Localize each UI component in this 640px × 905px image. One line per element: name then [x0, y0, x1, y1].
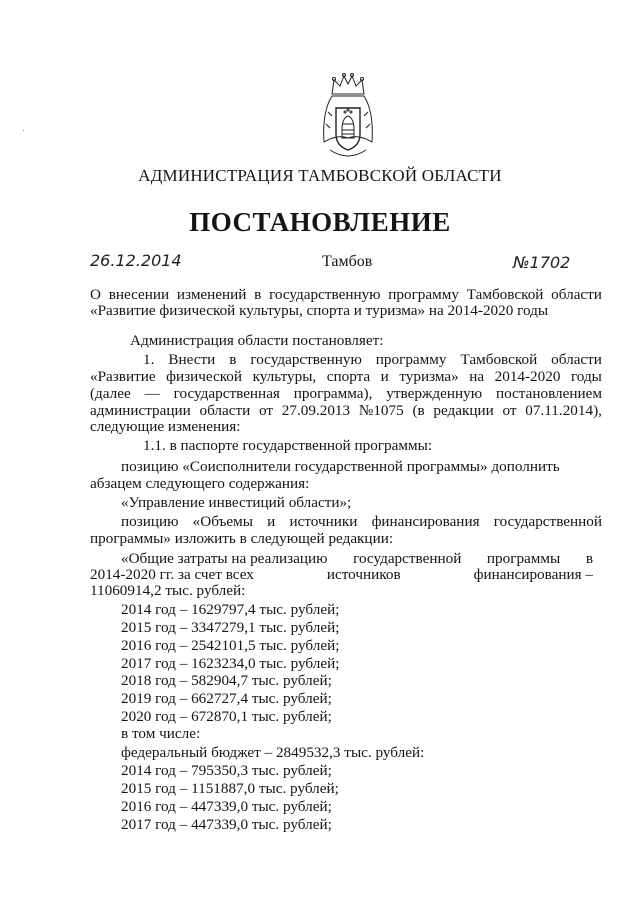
document-date: 26.12.2014 — [90, 251, 182, 270]
costs-total: 11060914,2 тыс. рублей: — [90, 582, 246, 599]
item1-line-1: 1. Внести в государственную программу Тамбовской области — [143, 351, 602, 368]
federal-year-row: 2017 год – 447339,0 тыс. рублей; — [121, 816, 332, 833]
document-type-title: ПОСТАНОВЛЕНИЕ — [189, 207, 451, 237]
position2-line-2: программы» изложить в следующей редакции: — [90, 530, 394, 547]
position2-line-1: позицию «Объемы и источники финансирования государственной — [121, 513, 602, 530]
position1-line-1: позицию «Соисполнители государственной программы» дополнить — [121, 458, 560, 475]
year-row: 2016 год – 2542101,5 тыс. рублей; — [121, 637, 340, 654]
preamble: Администрация области постановляет: — [130, 332, 384, 349]
federal-year-row: 2016 год – 447339,0 тыс. рублей; — [121, 798, 332, 815]
position1-line-3: «Управление инвестиций области»; — [121, 494, 352, 511]
subject-line-2: «Развитие физической культуры, спорта и туризма» на 2014-2020 годы — [90, 302, 549, 319]
federal-year-row: 2014 год – 795350,3 тыс. рублей; — [121, 762, 332, 779]
item1-line-4: администрации области от 27.09.2013 №1075 (в редакции от 07.11.2014), — [90, 402, 602, 419]
scan-speck — [23, 130, 24, 131]
year-row: 2019 год – 662727,4 тыс. рублей; — [121, 690, 332, 707]
subitem-1-1: 1.1. в паспорте государственной программы: — [143, 437, 433, 454]
item1-line-2: «Развитие физической культуры, спорта и туризма» на 2014-2020 годы — [90, 368, 602, 385]
document-number: №1702 — [513, 253, 571, 272]
year-row: 2020 год – 672870,1 тыс. рублей; — [121, 708, 332, 725]
position1-line-2: абзацем следующего содержания: — [90, 475, 310, 492]
federal-year-row: 2015 год – 1151887,0 тыс. рублей; — [121, 780, 339, 797]
document-city: Тамбов — [322, 253, 373, 270]
item1-line-3: (далее — государственная программа), утвержденную постановлением — [90, 385, 602, 402]
coat-of-arms-emblem — [318, 72, 378, 164]
subject-line-1: О внесении изменений в государственную программу Тамбовской области — [90, 286, 602, 303]
costs-line-2: 2014-2020 гг. за счет всех источников финансирования – — [90, 566, 593, 583]
year-row: 2017 год – 1623234,0 тыс. рублей; — [121, 655, 340, 672]
item1-line-5: следующие изменения: — [90, 418, 241, 435]
year-row: 2014 год – 1629797,4 тыс. рублей; — [121, 601, 340, 618]
costs-line-1: «Общие затраты на реализацию государственной программы в — [121, 550, 593, 567]
year-row: 2018 год – 582904,7 тыс. рублей; — [121, 672, 332, 689]
federal-budget-total: федеральный бюджет – 2849532,3 тыс. рублей: — [121, 744, 425, 761]
year-row: 2015 год – 3347279,1 тыс. рублей; — [121, 619, 340, 636]
including-label: в том числе: — [121, 725, 201, 742]
organization-name: АДМИНИСТРАЦИЯ ТАМБОВСКОЙ ОБЛАСТИ — [138, 166, 502, 185]
